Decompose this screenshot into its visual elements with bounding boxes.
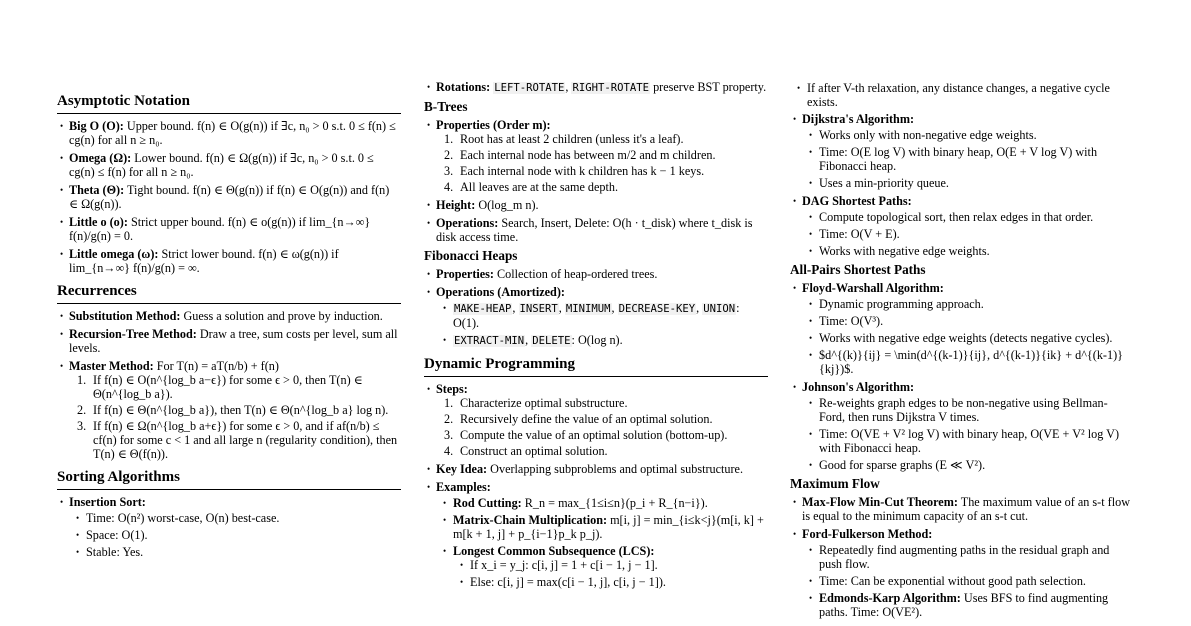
- list-item: 1. Root has at least 2 children (unless it's a leaf).: [444, 132, 684, 146]
- list-item: • Key Idea: Overlapping subproblems and optimal substructure.: [424, 462, 768, 476]
- list-item: • Time: O(E log V) with binary heap, O(E + V log V) with Fibonacci heap.: [808, 145, 1130, 173]
- list-item: 4. All leaves are at the same depth.: [444, 180, 619, 194]
- list-item: • MAKE-HEAP, INSERT, MINIMUM, DECREASE-KEY, UNION: O(1).: [442, 301, 768, 330]
- list-item: • Compute topological sort, then relax edges in that order.: [808, 210, 1130, 224]
- list-item: • $d^{(k)}{ij} = \min(d^{(k-1)}{ij}, d^{(k-1)}{ik} + d^{(k-1)}{kj})$.: [808, 348, 1130, 376]
- list-item: • Matrix-Chain Multiplication: m[i, j] = min_{i≤k<j}(m[i, k] + m[k + 1, j] + p_{i−1}p_k p_j).: [442, 513, 768, 541]
- section-title-sorting: Sorting Algorithms: [57, 469, 401, 490]
- list-item: • Time: O(V + E).: [808, 227, 1130, 241]
- list-item: • Little omega (ω): Strict lower bound. f(n) ∈ ω(g(n)) if lim_{n→∞} f(n)/g(n) = ∞.: [57, 247, 401, 275]
- list-item: • Recursion-Tree Method: Draw a tree, sum costs per level, sum all levels.: [57, 327, 401, 355]
- list-item: • Insertion Sort: • Time: O(n²) worst-case, O(n) best-case. • Space: O(1). • Stable: Yes.: [57, 495, 401, 559]
- list-item: • Ford-Fulkerson Method: • Repeatedly find augmenting paths in the residual graph and push flow. • Time: Can be exponential without good path selection. • Edmonds-Karp Algorithm: Uses BFS to find augmenting paths. Time: O(VE²).: [790, 527, 1130, 619]
- list-item: • Time: O(VE + V² log V) with binary heap, O(VE + V² log V) with Fibonacci heap.: [808, 427, 1130, 455]
- list-item: • Time: Can be exponential without good path selection.: [808, 574, 1130, 588]
- list-item: • Rod Cutting: R_n = max_{1≤i≤n}(p_i + R_{n−i}).: [442, 496, 768, 510]
- list-item: • Properties (Order m): 1. Root has at least 2 children (unless it's a leaf). 2. Each internal node has between m/2 and m children. 3. Each internal node with k children has k − 1 keys. 4. All leaves are at the same depth.: [424, 118, 768, 194]
- list-item: • Edmonds-Karp Algorithm: Uses BFS to find augmenting paths. Time: O(VE²).: [808, 591, 1130, 619]
- list-item: • Repeatedly find augmenting paths in the residual graph and push flow.: [808, 543, 1130, 571]
- list-item: • Master Method: For T(n) = aT(n/b) + f(n) 1. If f(n) ∈ O(n^{log_b a−ϵ}) for some ϵ > 0, then T(n) ∈ Θ(n^{log_b a}). 2. If f(n) ∈ Θ(n^{log_b a}), then T(n) ∈ Θ(n^{log_b a} log n). 3. If f(n) ∈ Ω(n^{log_b a+ϵ}) for some ϵ > 0, and if af(n/b) ≤ cf(n) for some c < 1 and all large n (regularity condition), then T(n) ∈ Θ(f(n)).: [57, 359, 401, 461]
- list-item: • Operations: Search, Insert, Delete: O(h · t_disk) where t_disk is disk access time.: [424, 216, 768, 244]
- master-cases-list: [69, 373, 401, 461]
- list-item: • Big O (O): Upper bound. f(n) ∈ O(g(n)) if ∃c, n₀ > 0 s.t. 0 ≤ f(n) ≤ cg(n) for all n ≥ n₀.: [57, 119, 401, 147]
- list-item: • Substitution Method: Guess a solution and prove by induction.: [57, 309, 401, 323]
- list-item: • Uses a min-priority queue.: [808, 176, 1130, 190]
- list-item: 3. Each internal node with k children has k − 1 keys.: [444, 164, 705, 178]
- subsection-title-fibonacci: Fibonacci Heaps: [424, 248, 518, 263]
- list-item: • If x_i = y_j: c[i, j] = 1 + c[i − 1, j − 1].: [459, 558, 768, 572]
- list-item: • Works only with non-negative edge weights.: [808, 128, 1130, 142]
- subsection-title-apsp: All-Pairs Shortest Paths: [790, 262, 926, 277]
- section-title-recurrences: Recurrences: [57, 283, 401, 304]
- list-item: • Space: O(1).: [75, 528, 401, 542]
- section-title-dp: Dynamic Programming: [424, 356, 768, 377]
- list-item: 4. Construct an optimal solution.: [444, 444, 608, 458]
- list-item: • Dynamic programming approach.: [808, 297, 1130, 311]
- list-item: • Properties: Collection of heap-ordered trees.: [424, 267, 768, 281]
- list-item: • Else: c[i, j] = max(c[i − 1, j], c[i, j − 1]).: [459, 575, 768, 589]
- section-title-asymptotic: Asymptotic Notation: [57, 93, 401, 114]
- list-item: • If after V-th relaxation, any distance changes, a negative cycle exists.: [796, 81, 1130, 109]
- list-item: • Little o (o): Strict upper bound. f(n) ∈ o(g(n)) if lim_{n→∞} f(n)/g(n) = 0.: [57, 215, 401, 243]
- list-item: 2. Recursively define the value of an optimal solution.: [444, 412, 713, 426]
- sorting-list: [57, 495, 401, 559]
- list-item: 2. If f(n) ∈ Θ(n^{log_b a}), then T(n) ∈ Θ(n^{log_b a} log n).: [77, 403, 389, 417]
- list-item: • EXTRACT-MIN, DELETE: O(log n).: [442, 333, 768, 348]
- list-item: • Max-Flow Min-Cut Theorem: The maximum value of an s-t flow is equal to the minimum capacity of an s-t cut.: [790, 495, 1130, 523]
- subsection-title-maxflow: Maximum Flow: [790, 476, 880, 491]
- list-item: 1. Characterize optimal substructure.: [444, 396, 628, 410]
- list-item: 3. Compute the value of an optimal solution (bottom-up).: [444, 428, 728, 442]
- list-item: 2. Each internal node has between m/2 and m children.: [444, 148, 716, 162]
- list-item: • Dijkstra's Algorithm: • Works only with non-negative edge weights. • Time: O(E log V) with binary heap, O(E + V log V) with Fibonacci heap. • Uses a min-priority queue.: [790, 112, 1130, 190]
- list-item: • Omega (Ω): Lower bound. f(n) ∈ Ω(g(n)) if ∃c, n₀ > 0 s.t. 0 ≤ cg(n) ≤ f(n) for all n ≥ n₀.: [57, 151, 401, 179]
- subsection-title-btrees: B-Trees: [424, 99, 468, 114]
- list-item: • Examples: • Rod Cutting: R_n = max_{1≤i≤n}(p_i + R_{n−i}). • Matrix-Chain Multiplication: m[i, j] = min_{i≤k<j}(m[i, k] + m[k + 1, j] + p_{i−1}p_k p_j). • Longest Common Subsequence (LCS): • If x_i = y_j: c[i, j] = 1 + c[i − 1, j − 1]. • Else: c[i, j] = max(c[i − 1, j], c[i, j − 1]).: [424, 480, 768, 589]
- list-item: • Rotations: LEFT-ROTATE, RIGHT-ROTATE preserve BST property.: [424, 80, 768, 95]
- list-item: • Works with negative edge weights (detects negative cycles).: [808, 331, 1130, 345]
- list-item: • Good for sparse graphs (E ≪ V²).: [808, 458, 1130, 472]
- list-item: • Time: O(n²) worst-case, O(n) best-case.: [75, 511, 401, 525]
- column-3: [790, 81, 1130, 623]
- list-item: • Steps: 1. Characterize optimal substructure. 2. Recursively define the value of an optimal solution. 3. Compute the value of an optimal solution (bottom-up). 4. Construct an optimal solution.: [424, 382, 768, 458]
- list-item: 3. If f(n) ∈ Ω(n^{log_b a+ϵ}) for some ϵ > 0, and if af(n/b) ≤ cf(n) for some c < 1 and all large n (regularity condition), then T(n) ∈ Θ(f(n)).: [77, 419, 398, 461]
- asymptotic-list: [57, 119, 401, 275]
- list-item: • Re-weights graph edges to be non-negative using Bellman-Ford, then runs Dijkstra V times.: [808, 396, 1130, 424]
- list-item: • Theta (Θ): Tight bound. f(n) ∈ Θ(g(n)) if f(n) ∈ O(g(n)) and f(n) ∈ Ω(g(n)).: [57, 183, 401, 211]
- list-item: • Longest Common Subsequence (LCS): • If x_i = y_j: c[i, j] = 1 + c[i − 1, j − 1]. • Else: c[i, j] = max(c[i − 1, j], c[i, j − 1]).: [442, 544, 768, 589]
- list-item: • Height: O(log_m n).: [424, 198, 768, 212]
- list-item: • Works with negative edge weights.: [808, 244, 1130, 258]
- list-item: • DAG Shortest Paths: • Compute topological sort, then relax edges in that order. • Time: O(V + E). • Works with negative edge weights.: [790, 194, 1130, 258]
- list-item: • Stable: Yes.: [75, 545, 401, 559]
- column-1: [57, 93, 401, 563]
- list-item: • Johnson's Algorithm: • Re-weights graph edges to be non-negative using Bellman-Ford, then runs Dijkstra V times. • Time: O(VE + V² log V) with binary heap, O(VE + V² log V) with Fibonacci heap. • Good for sparse graphs (E ≪ V²).: [790, 380, 1130, 472]
- list-item: • Floyd-Warshall Algorithm: • Dynamic programming approach. • Time: O(V³). • Works with negative edge weights (detects negative cycles). • $d^{(k)}{ij} = \min(d^{(k-1)}{ij}, d^{(k-1)}{ik} + d^{(k-1)}{kj})$.: [790, 281, 1130, 376]
- column-2: [424, 80, 768, 593]
- list-item: • Operations (Amortized): • MAKE-HEAP, INSERT, MINIMUM, DECREASE-KEY, UNION: O(1). • EXTRACT-MIN, DELETE: O(log n).: [424, 285, 768, 348]
- list-item: 1. If f(n) ∈ O(n^{log_b a−ϵ}) for some ϵ > 0, then T(n) ∈ Θ(n^{log_b a}).: [77, 373, 363, 401]
- recurrences-list: [57, 309, 401, 461]
- list-item: • Time: O(V³).: [808, 314, 1130, 328]
